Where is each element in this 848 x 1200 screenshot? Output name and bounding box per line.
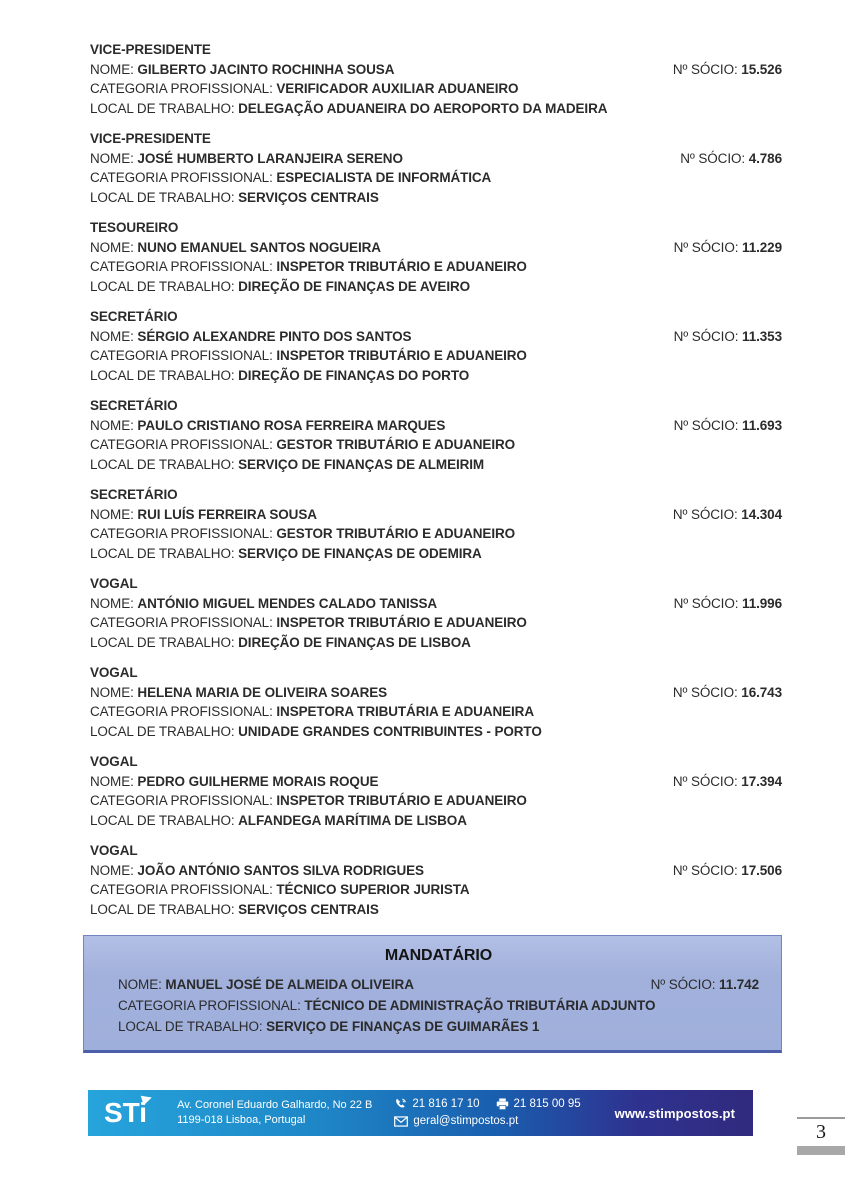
category-value: INSPETOR TRIBUTÁRIO E ADUANEIRO [276, 793, 527, 808]
name-field [90, 861, 424, 881]
name-line [90, 505, 782, 525]
phone-pair [394, 1096, 479, 1113]
category-label: CATEGORIA PROFISSIONAL: [118, 998, 301, 1013]
workplace-line [90, 722, 782, 742]
member-no-label: Nº SÓCIO: [673, 328, 739, 344]
role-title: VOGAL [90, 576, 138, 591]
member-no-value: 11.229 [742, 239, 782, 255]
category-label: CATEGORIA PROFISSIONAL: [90, 704, 273, 719]
category-value: INSPETOR TRIBUTÁRIO E ADUANEIRO [276, 259, 527, 274]
name-field [90, 149, 403, 169]
category-value: GESTOR TRIBUTÁRIO E ADUANEIRO [276, 437, 516, 452]
member-no-label: Nº SÓCIO: [672, 684, 738, 700]
name-label: NOME: [90, 862, 134, 878]
category-line [90, 524, 782, 544]
category-line [90, 613, 782, 633]
name-field [90, 416, 445, 436]
name-value: JOSÉ HUMBERTO LARANJEIRA SERENO [137, 150, 403, 166]
member-no-value: 17.506 [741, 862, 782, 878]
member-no-value: 17.394 [741, 773, 782, 789]
name-label: NOME: [90, 417, 134, 433]
phone-number: 21 816 17 10 [412, 1098, 480, 1110]
official-entry [90, 307, 782, 385]
member-no-value: 11.693 [742, 417, 782, 433]
name-label: NOME: [90, 773, 134, 789]
member-no-field [674, 238, 782, 258]
name-value: RUI LUÍS FERREIRA SOUSA [137, 506, 317, 522]
workplace-line [90, 544, 782, 564]
official-entry [90, 218, 782, 296]
category-label: CATEGORIA PROFISSIONAL: [90, 793, 273, 808]
workplace-line [90, 455, 782, 475]
name-value: ANTÓNIO MIGUEL MENDES CALADO TANISSA [137, 595, 438, 611]
name-field [118, 974, 414, 995]
name-label: NOME: [118, 977, 162, 992]
role-title: VICE-PRESIDENTE [90, 131, 211, 146]
name-value: MANUEL JOSÉ DE ALMEIDA OLIVEIRA [165, 977, 414, 992]
name-field [90, 505, 317, 525]
workplace-label: LOCAL DE TRABALHO: [90, 456, 235, 472]
category-label: CATEGORIA PROFISSIONAL: [90, 81, 273, 96]
member-no-label: Nº SÓCIO: [672, 506, 738, 522]
mandatario-box [83, 935, 782, 1053]
member-no-field [673, 683, 782, 703]
workplace-value: SERVIÇOS CENTRAIS [238, 901, 379, 917]
name-value: HELENA MARIA DE OLIVEIRA SOARES [137, 684, 388, 700]
fax-icon [496, 1098, 509, 1111]
category-line [90, 346, 782, 366]
official-entry [90, 129, 782, 207]
workplace-label: LOCAL DE TRABALHO: [90, 367, 235, 383]
workplace-value: DIREÇÃO DE FINANÇAS DO PORTO [238, 367, 470, 383]
category-value: TÉCNICO DE ADMINISTRAÇÃO TRIBUTÁRIA ADJUNTO [304, 998, 656, 1013]
member-no-field [680, 149, 782, 169]
workplace-line [90, 99, 782, 119]
name-value: SÉRGIO ALEXANDRE PINTO DOS SANTOS [137, 328, 412, 344]
category-label: CATEGORIA PROFISSIONAL: [90, 348, 273, 363]
phone-fax-row [394, 1096, 580, 1113]
name-line [90, 327, 782, 347]
category-label: CATEGORIA PROFISSIONAL: [90, 437, 273, 452]
email-address: geral@stimpostos.pt [413, 1115, 519, 1127]
member-no-value: 16.743 [741, 684, 782, 700]
footer-contacts [394, 1096, 580, 1130]
role-title: SECRETÁRIO [90, 309, 178, 324]
name-label: NOME: [90, 328, 134, 344]
workplace-line [90, 811, 782, 831]
workplace-value: DELEGAÇÃO ADUANEIRA DO AEROPORTO DA MADEIRA [238, 100, 608, 116]
workplace-line [90, 900, 782, 920]
official-entry [90, 485, 782, 563]
member-no-value: 15.526 [741, 61, 782, 77]
member-no-label: Nº SÓCIO: [672, 61, 738, 77]
sti-logo [104, 1099, 147, 1127]
member-no-label: Nº SÓCIO: [673, 595, 739, 611]
category-label: CATEGORIA PROFISSIONAL: [90, 170, 273, 185]
category-value: INSPETOR TRIBUTÁRIO E ADUANEIRO [276, 348, 527, 363]
workplace-label: LOCAL DE TRABALHO: [90, 278, 235, 294]
workplace-line [90, 188, 782, 208]
member-no-label: Nº SÓCIO: [680, 150, 746, 166]
official-entry [90, 574, 782, 652]
workplace-value: SERVIÇO DE FINANÇAS DE GUIMARÃES 1 [266, 1019, 540, 1034]
name-value: JOÃO ANTÓNIO SANTOS SILVA RODRIGUES [137, 862, 424, 878]
member-no-value: 4.786 [748, 150, 782, 166]
footer-address [177, 1098, 372, 1128]
member-no-field [673, 60, 782, 80]
workplace-value: UNIDADE GRANDES CONTRIBUINTES - PORTO [238, 723, 542, 739]
official-entry [90, 752, 782, 830]
workplace-value: DIREÇÃO DE FINANÇAS DE LISBOA [238, 634, 471, 650]
member-no-field [651, 974, 759, 995]
name-label: NOME: [90, 150, 134, 166]
name-value: PEDRO GUILHERME MORAIS ROQUE [137, 773, 379, 789]
workplace-label: LOCAL DE TRABALHO: [90, 545, 235, 561]
name-value: GILBERTO JACINTO ROCHINHA SOUSA [137, 61, 395, 77]
workplace-label: LOCAL DE TRABALHO: [90, 189, 235, 205]
name-label: NOME: [90, 595, 134, 611]
category-line [90, 257, 782, 277]
category-value: TÉCNICO SUPERIOR JURISTA [276, 882, 470, 897]
name-line [90, 416, 782, 436]
role-title: TESOUREIRO [90, 220, 179, 235]
category-line [90, 79, 782, 99]
website-url: www.stimpostos.pt [614, 1105, 735, 1121]
member-no-field [673, 772, 782, 792]
name-line [90, 772, 782, 792]
official-entry [90, 663, 782, 741]
workplace-line [90, 633, 782, 653]
category-line [90, 168, 782, 188]
category-line [90, 880, 782, 900]
workplace-value: ALFANDEGA MARÍTIMA DE LISBOA [238, 812, 467, 828]
member-no-field [673, 505, 782, 525]
workplace-value: SERVIÇO DE FINANÇAS DE ALMEIRIM [238, 456, 485, 472]
role-title: VICE-PRESIDENTE [90, 42, 211, 57]
member-no-label: Nº SÓCIO: [650, 977, 716, 992]
name-field [90, 238, 381, 258]
member-no-label: Nº SÓCIO: [673, 239, 739, 255]
officials-list [90, 40, 782, 930]
page-number: 3 [816, 1121, 826, 1143]
member-no-field [674, 327, 782, 347]
category-label: CATEGORIA PROFISSIONAL: [90, 526, 273, 541]
address-line-2: 1199-018 Lisboa, Portugal [177, 1114, 306, 1126]
workplace-value: DIREÇÃO DE FINANÇAS DE AVEIRO [238, 278, 471, 294]
email-icon [394, 1116, 408, 1127]
category-value: GESTOR TRIBUTÁRIO E ADUANEIRO [276, 526, 516, 541]
role-title: VOGAL [90, 665, 138, 680]
workplace-label: LOCAL DE TRABALHO: [118, 1019, 263, 1034]
name-value: PAULO CRISTIANO ROSA FERREIRA MARQUES [137, 417, 446, 433]
workplace-label: LOCAL DE TRABALHO: [90, 812, 235, 828]
workplace-label: LOCAL DE TRABALHO: [90, 634, 235, 650]
role-title: SECRETÁRIO [90, 398, 178, 413]
mandatario-title: MANDATÁRIO [384, 947, 493, 964]
official-entry [90, 841, 782, 919]
category-value: INSPETOR TRIBUTÁRIO E ADUANEIRO [276, 615, 527, 630]
email-pair [394, 1113, 518, 1130]
name-field [90, 60, 394, 80]
phone-icon [394, 1098, 407, 1111]
workplace-label: LOCAL DE TRABALHO: [90, 901, 235, 917]
name-value: NUNO EMANUEL SANTOS NOGUEIRA [137, 239, 381, 255]
category-line [118, 995, 759, 1016]
name-line [90, 60, 782, 80]
category-value: INSPETORA TRIBUTÁRIA E ADUANEIRA [276, 704, 534, 719]
category-label: CATEGORIA PROFISSIONAL: [90, 882, 273, 897]
category-line [90, 702, 782, 722]
member-no-field [674, 594, 782, 614]
category-line [90, 791, 782, 811]
member-no-field [673, 861, 782, 881]
flag-icon [141, 1093, 154, 1106]
workplace-value: SERVIÇOS CENTRAIS [238, 189, 379, 205]
email-row [394, 1113, 580, 1130]
category-label: CATEGORIA PROFISSIONAL: [90, 615, 273, 630]
name-line [90, 683, 782, 703]
member-no-value: 11.353 [742, 328, 782, 344]
workplace-value: SERVIÇO DE FINANÇAS DE ODEMIRA [238, 545, 482, 561]
category-value: VERIFICADOR AUXILIAR ADUANEIRO [276, 81, 519, 96]
name-field [90, 683, 387, 703]
member-no-field [674, 416, 782, 436]
name-field [90, 594, 437, 614]
category-line [90, 435, 782, 455]
name-label: NOME: [90, 506, 134, 522]
name-field [90, 772, 378, 792]
name-field [90, 327, 411, 347]
fax-number: 21 815 00 95 [513, 1098, 581, 1110]
member-no-value: 11.742 [719, 977, 759, 992]
workplace-line [90, 277, 782, 297]
name-label: NOME: [90, 239, 134, 255]
name-line [118, 974, 759, 995]
page-number-block [797, 1117, 845, 1155]
workplace-line [118, 1016, 759, 1037]
name-label: NOME: [90, 61, 134, 77]
member-no-label: Nº SÓCIO: [673, 417, 739, 433]
official-entry [90, 40, 782, 118]
member-no-value: 14.304 [741, 506, 782, 522]
role-title: VOGAL [90, 843, 138, 858]
name-label: NOME: [90, 684, 134, 700]
fax-pair [496, 1096, 581, 1113]
address-line-1: Av. Coronel Eduardo Galhardo, No 22 B [177, 1099, 373, 1111]
member-no-label: Nº SÓCIO: [672, 862, 738, 878]
workplace-label: LOCAL DE TRABALHO: [90, 100, 235, 116]
category-value: ESPECIALISTA DE INFORMÁTICA [276, 170, 492, 185]
sti-logo-text: STi [104, 1097, 148, 1128]
workplace-line [90, 366, 782, 386]
role-title: VOGAL [90, 754, 138, 769]
workplace-label: LOCAL DE TRABALHO: [90, 723, 235, 739]
official-entry [90, 396, 782, 474]
name-line [90, 594, 782, 614]
footer-bar [88, 1090, 753, 1136]
name-line [90, 861, 782, 881]
member-no-label: Nº SÓCIO: [672, 773, 738, 789]
member-no-value: 11.996 [742, 595, 782, 611]
category-label: CATEGORIA PROFISSIONAL: [90, 259, 273, 274]
name-line [90, 238, 782, 258]
page-number-bottom-rule [797, 1146, 845, 1155]
role-title: SECRETÁRIO [90, 487, 178, 502]
name-line [90, 149, 782, 169]
